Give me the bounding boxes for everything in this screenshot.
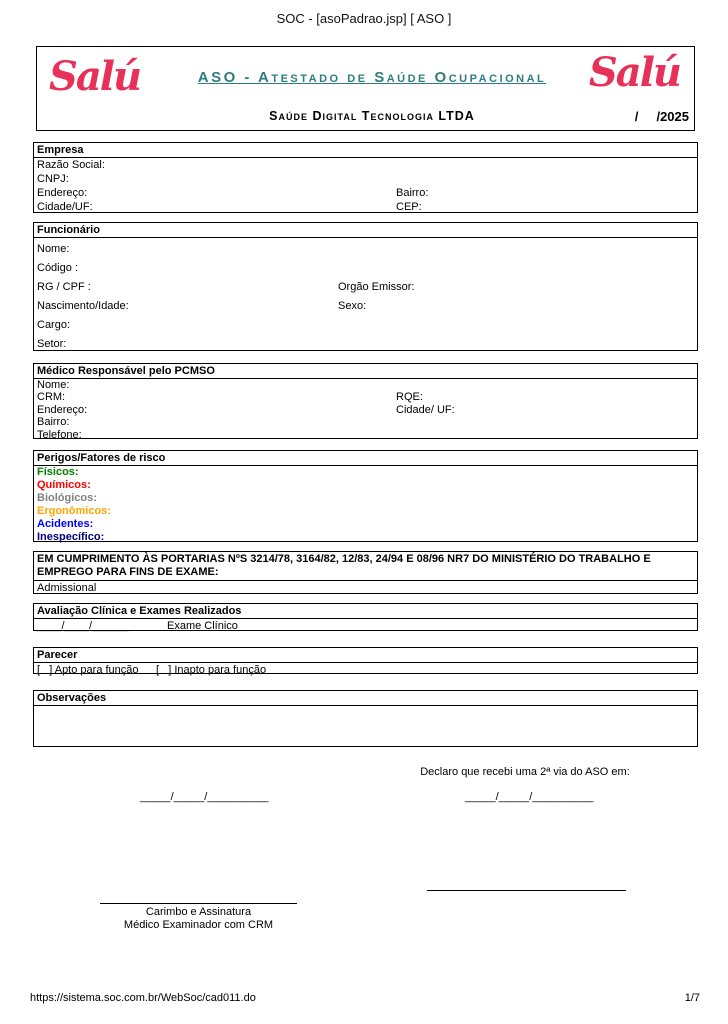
empresa-cidade-cep — [34, 200, 697, 214]
medico-title: Médico Responsável pelo PCMSO — [34, 364, 697, 379]
medico-crm-rqe — [34, 391, 697, 403]
section-parecer — [33, 647, 698, 674]
medico-nome — [34, 379, 697, 391]
perigo-biologicos: Biológicos: — [37, 492, 97, 504]
header-box — [36, 46, 695, 131]
funcionario-setor — [34, 335, 697, 354]
exam-type-value: Admissional — [37, 582, 97, 594]
section-medico — [33, 363, 698, 439]
parecer-row — [34, 663, 697, 676]
medico-endereco-cidade — [34, 404, 697, 416]
declaro-text: Declaro que recebi uma 2ª via do ASO em: — [420, 766, 630, 778]
section-observacoes — [33, 690, 698, 747]
footer-url: https://sistema.soc.com.br/WebSoc/cad011.do — [30, 992, 256, 1004]
medico-cidade-uf-label: Cidade/ UF: — [396, 403, 455, 416]
cargo-label: Cargo: — [37, 319, 71, 331]
funcionario-nascimento — [34, 297, 697, 316]
funcionario-rg-cpf — [34, 278, 697, 297]
aso-title: ASO - Atestado de Saúde Ocupacional — [197, 69, 547, 86]
medico-bairro-label: Bairro: — [37, 416, 70, 429]
medico-endereco-label: Endereço: — [37, 403, 88, 416]
cidade-uf-label: Cidade/UF: — [37, 201, 93, 213]
rg-cpf-label: RG / CPF : — [37, 281, 91, 293]
funcionario-nome — [34, 240, 697, 259]
funcionario-codigo — [34, 259, 697, 278]
medico-bairro — [34, 416, 697, 428]
nome-label: Nome: — [37, 243, 70, 255]
cumprimento-title: EM CUMPRIMENTO ÀS PORTARIAS NºS 3214/78, 3164/82, 12/83, 24/94 E 08/96 NR7 DO MINISTÉRIO DO TRABALHO E EMPREGO PARA FINS DE EXAME: — [34, 552, 697, 581]
inapto-checkbox-option: [ ] Inapto para função — [156, 664, 267, 676]
empresa-endereco-bairro — [34, 186, 697, 200]
cnpj-label: CNPJ: — [37, 173, 69, 185]
rqe-label: RQE: — [396, 391, 423, 404]
section-empresa — [33, 142, 698, 213]
perigos-title: Perigos/Fatores de risco — [34, 451, 697, 466]
section-perigos — [33, 450, 698, 542]
section-funcionario — [33, 222, 698, 351]
signature-line-employee — [427, 890, 626, 891]
empresa-cnpj — [34, 172, 697, 186]
window-title: SOC - [asoPadrao.jsp] [ ASO ] — [276, 11, 452, 26]
perigo-ergonomicos: Ergonômicos: — [37, 505, 111, 517]
funcionario-title: Funcionário — [34, 223, 697, 238]
nascimento-label: Nascimento/Idade: — [37, 300, 129, 312]
company-name: Saúde Digital Tecnologia LTDA — [269, 109, 475, 123]
footer-page-number: 1/7 — [684, 992, 700, 1004]
avaliacao-title: Avaliação Clínica e Exames Realizados — [34, 604, 697, 619]
perigo-quimicos: Químicos: — [37, 479, 91, 491]
medico-telefone-label: Telefone: — [37, 428, 82, 441]
medico-examinador-caption: Médico Examinador com CRM — [123, 919, 274, 931]
exam-name: Exame Clínico — [167, 620, 238, 632]
carimbo-caption: Carimbo e Assinatura — [145, 906, 252, 918]
bairro-label: Bairro: — [396, 187, 429, 199]
avaliacao-row — [34, 619, 697, 632]
cep-label: CEP: — [396, 201, 422, 213]
empresa-razao-social — [34, 158, 697, 172]
perigo-acidentes: Acidentes: — [37, 518, 94, 530]
signature-line-doctor — [100, 903, 297, 904]
sexo-label: Sexo: — [338, 300, 367, 312]
salu-logo-left: Salú — [49, 53, 141, 100]
section-cumprimento — [33, 551, 698, 594]
medico-nome-label: Nome: — [37, 379, 70, 391]
date-blank-left: _____/_____/__________ — [140, 791, 269, 803]
section-avaliacao — [33, 603, 698, 631]
perigo-inespecifico: Inespecífico: — [37, 531, 105, 543]
date-blank-right: _____/_____/__________ — [465, 791, 594, 803]
parecer-title: Parecer — [34, 648, 697, 663]
header-date: / /2025 — [634, 109, 689, 124]
apto-checkbox-option: [ ] Apto para função — [37, 664, 139, 676]
crm-label: CRM: — [37, 391, 66, 404]
orgao-emissor-label: Orgão Emissor: — [338, 281, 415, 293]
empresa-title: Empresa — [34, 143, 697, 158]
endereco-label: Endereço: — [37, 187, 88, 199]
observacoes-title: Observações — [34, 691, 697, 706]
salu-logo-right: Salú — [588, 49, 680, 96]
medico-telefone — [34, 429, 697, 441]
perigo-fisicos: Físicos: — [37, 466, 79, 478]
razao-social-label: Razão Social: — [37, 159, 105, 171]
funcionario-cargo — [34, 316, 697, 335]
codigo-label: Código : — [37, 262, 78, 274]
setor-label: Setor: — [37, 338, 67, 350]
exam-date-blank: ____/____/______ — [37, 620, 129, 632]
